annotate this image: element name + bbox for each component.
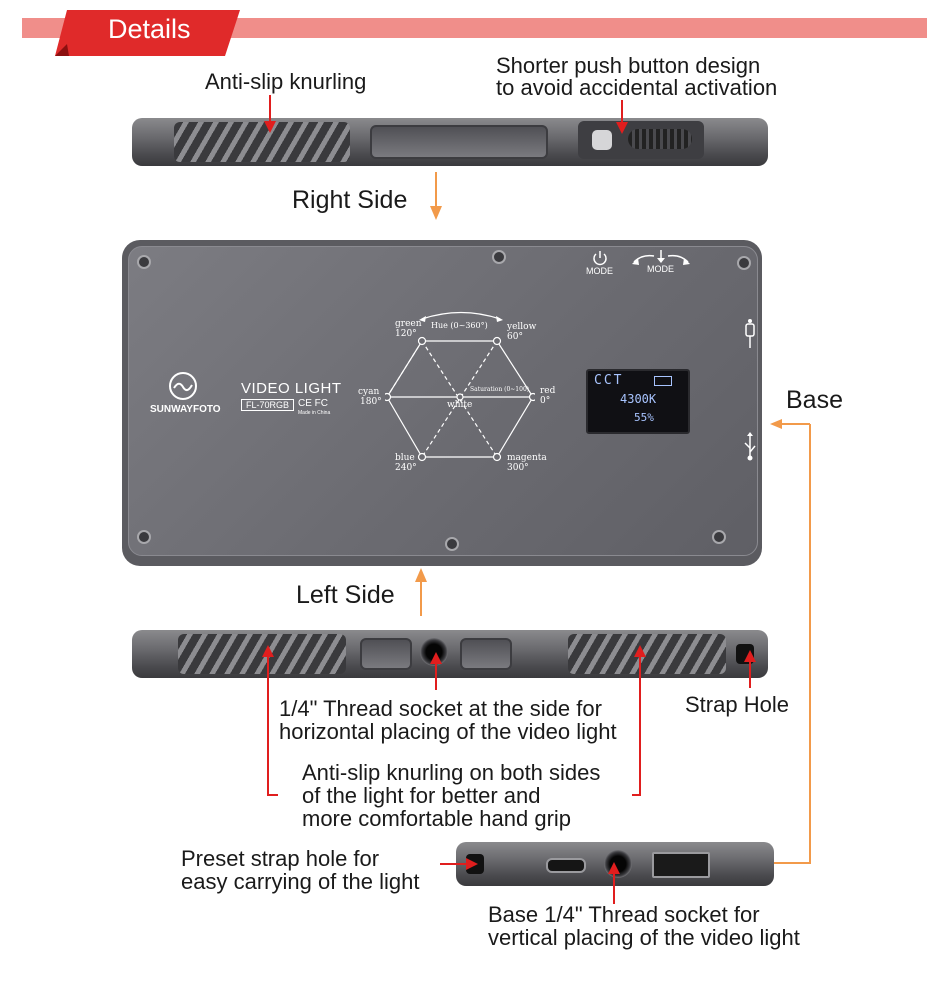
mode-label-left: MODE: [586, 266, 613, 276]
saturation-label: Saturation (0~100): [470, 386, 530, 393]
power-button: [592, 130, 612, 150]
side-slot: [460, 638, 512, 670]
marker-base-socket: [606, 862, 622, 906]
usb-c-port: [546, 858, 586, 873]
label-knurling-both-3: more comfortable hand grip: [302, 806, 572, 831]
arrow-right-side: [428, 172, 444, 222]
side-slot: [370, 125, 548, 159]
yellow-deg: 60°: [507, 332, 523, 342]
marker-push-button: [614, 100, 630, 136]
marker-thread-socket: [428, 652, 444, 692]
white-label: white: [447, 400, 473, 410]
label-push-button-2: to avoid accidental activation: [496, 75, 778, 100]
power-icon: [591, 249, 609, 267]
cert-marks: CE FC: [298, 398, 328, 409]
magenta-deg: 300°: [507, 463, 529, 473]
red-deg: 0°: [540, 396, 551, 406]
screw: [445, 537, 459, 551]
display-mode: CCT: [594, 373, 624, 388]
screw: [137, 530, 151, 544]
brand-name: SUNWAYFOTO: [150, 404, 221, 415]
battery-icon: [654, 376, 672, 386]
blue-label: blue: [395, 453, 415, 463]
label-push-button-1: Shorter push button design: [496, 53, 761, 78]
sunwayfoto-logo-icon: [168, 371, 198, 401]
magenta-label: magenta: [507, 453, 547, 463]
left-side-edge: [132, 630, 768, 678]
screw: [137, 255, 151, 269]
label-thread-socket-2: horizontal placing of the video light: [279, 719, 617, 744]
arrow-left-side: [413, 568, 429, 616]
lcd-display: [586, 369, 690, 434]
hue-label: Hue (0~360°): [431, 321, 488, 330]
usb-a-port: [652, 852, 710, 878]
green-deg: 120°: [395, 329, 417, 339]
base-connector-line: [768, 418, 814, 868]
red-label: red: [540, 386, 556, 396]
mode-label-right: MODE: [647, 264, 674, 274]
model-badge: FL-70RGB: [241, 399, 294, 411]
label-base-socket-2: vertical placing of the video light: [488, 925, 800, 950]
label-base-socket-1: Base 1/4" Thread socket for: [488, 902, 760, 927]
cyan-deg: 180°: [360, 397, 382, 407]
side-slot: [360, 638, 412, 670]
label-knurling-both-1: Anti-slip knurling on both sides: [302, 760, 601, 785]
usb-c-icon: [743, 318, 757, 352]
cyan-label: cyan: [358, 387, 380, 397]
blue-deg: 240°: [395, 463, 417, 473]
green-label: green: [395, 319, 422, 329]
mode-dial: [628, 129, 692, 149]
display-temp: 4300K: [620, 392, 657, 406]
marker-anti-slip: [262, 95, 278, 135]
label-preset-strap-2: easy carrying of the light: [181, 869, 420, 894]
label-strap-hole: Strap Hole: [685, 692, 789, 717]
made-in: Made in China: [298, 410, 331, 416]
label-thread-socket-1: 1/4" Thread socket at the side for: [279, 696, 602, 721]
right-side-edge: [132, 118, 768, 166]
marker-preset-strap: [440, 856, 480, 872]
screw: [737, 256, 751, 270]
screw: [712, 530, 726, 544]
label-anti-slip: Anti-slip knurling: [205, 69, 367, 94]
screw: [492, 250, 506, 264]
label-preset-strap-1: Preset strap hole for: [181, 846, 380, 871]
usb-icon: [742, 432, 758, 462]
page-title: Details: [108, 14, 191, 44]
label-left-side: Left Side: [296, 581, 395, 609]
label-base: Base: [786, 386, 843, 414]
label-right-side: Right Side: [292, 186, 408, 214]
yellow-label: yellow: [507, 322, 537, 332]
label-knurling-both-2: of the light for better and: [302, 783, 541, 808]
marker-strap-hole: [742, 650, 758, 690]
bracket-knurling-right: [630, 645, 654, 800]
product-name: VIDEO LIGHT: [241, 380, 342, 397]
hue-arc-icon: [418, 308, 504, 322]
display-brightness: 55%: [634, 411, 654, 424]
